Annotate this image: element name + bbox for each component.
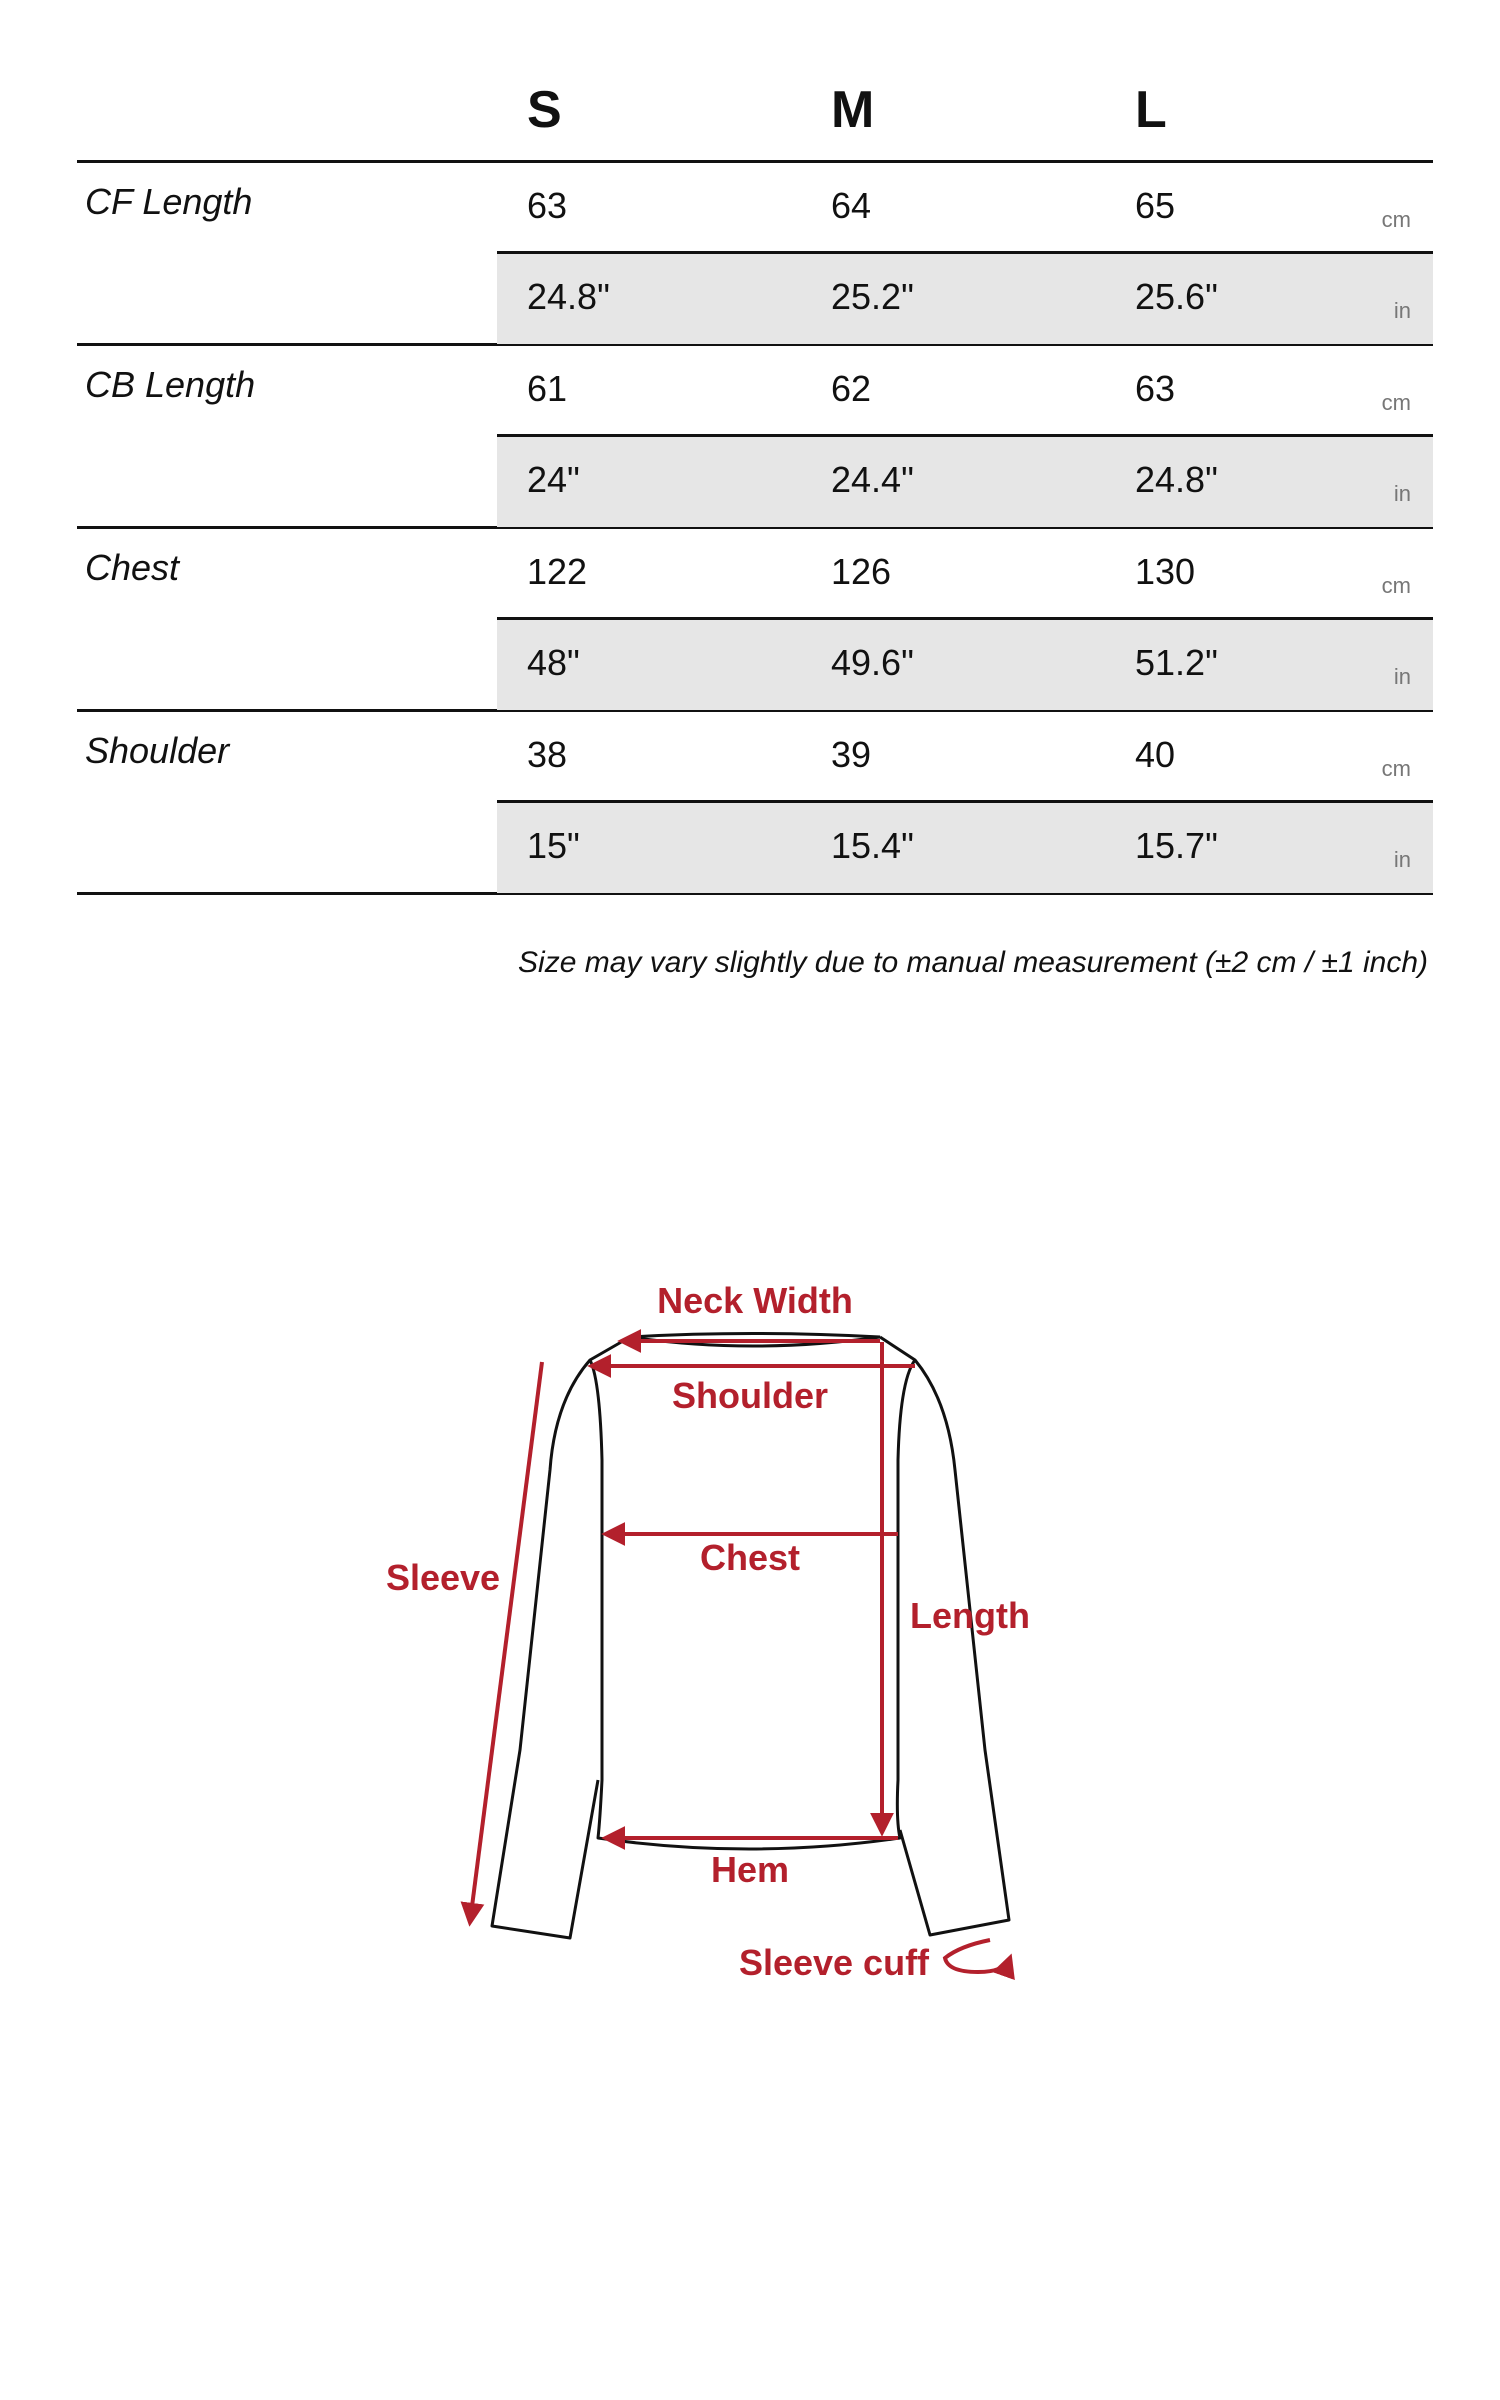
value-cell: 15.7" (1135, 825, 1218, 866)
value-cell: 24.8" (1135, 459, 1218, 500)
hem-label: Hem (710, 1849, 790, 1890)
measurement-shoulder (77, 712, 1433, 895)
cm-row (497, 712, 1433, 803)
unit-label: cm (1381, 756, 1411, 781)
value-cell: 126 (831, 551, 892, 592)
value-cell: 40 (1135, 734, 1176, 775)
measurement-cb-length (77, 346, 1433, 529)
measurement-cf-length (77, 163, 1433, 346)
value-cell: 65 (1135, 185, 1176, 226)
sleeve-label: Sleeve (385, 1557, 501, 1598)
cm-row (497, 346, 1433, 437)
sleeve-cuff-label: Sleeve cuff (738, 1942, 930, 1983)
value-cell: 24.8" (527, 276, 610, 317)
value-cell: 122 (527, 551, 588, 592)
value-cell: 63 (527, 185, 568, 226)
shoulder-label: Shoulder (671, 1375, 829, 1416)
garment-measurement-diagram (0, 1200, 1500, 2000)
measurement-label: CF Length (85, 181, 253, 222)
value-cell: 51.2" (1135, 642, 1218, 683)
unit-label: in (1393, 481, 1411, 506)
measurement-label: Chest (85, 547, 180, 588)
value-cell: 64 (831, 185, 872, 226)
value-cell: 61 (527, 368, 568, 409)
value-cell: 15.4" (831, 825, 914, 866)
inch-row (497, 620, 1433, 710)
sleeve-cuff-arrow (945, 1940, 1010, 1972)
measurement-note: Size may vary slightly due to manual measurement (±2 cm / ±1 inch) (518, 946, 1428, 979)
size-s-header: S (527, 81, 562, 139)
value-cell: 130 (1135, 551, 1196, 592)
value-cell: 49.6" (831, 642, 914, 683)
size-l-header: L (1135, 81, 1167, 139)
value-cell: 48" (527, 642, 580, 683)
value-cell: 38 (527, 734, 568, 775)
value-cell: 39 (831, 734, 872, 775)
measurement-chest (77, 529, 1433, 712)
unit-label: cm (1381, 207, 1411, 232)
value-cell: 62 (831, 368, 872, 409)
measurement-label: CB Length (85, 364, 256, 405)
value-cell: 24" (527, 459, 580, 500)
chest-label: Chest (699, 1537, 801, 1578)
cm-row (497, 163, 1433, 254)
unit-label: in (1393, 847, 1411, 872)
measurement-label: Shoulder (85, 730, 230, 771)
neck-width-label: Neck Width (657, 1280, 853, 1321)
length-label: Length (910, 1595, 1030, 1636)
size-m-header: M (831, 81, 875, 139)
value-cell: 24.4" (831, 459, 914, 500)
inch-row (497, 254, 1433, 344)
unit-label: in (1393, 298, 1411, 323)
value-cell: 63 (1135, 368, 1176, 409)
cm-row (497, 529, 1433, 620)
inch-row (497, 437, 1433, 527)
value-cell: 15" (527, 825, 580, 866)
unit-label: in (1393, 664, 1411, 689)
value-cell: 25.2" (831, 276, 914, 317)
inch-row (497, 803, 1433, 893)
size-header-row (77, 60, 1433, 163)
unit-label: cm (1381, 573, 1411, 598)
value-cell: 25.6" (1135, 276, 1218, 317)
size-table (77, 60, 1433, 979)
unit-label: cm (1381, 390, 1411, 415)
